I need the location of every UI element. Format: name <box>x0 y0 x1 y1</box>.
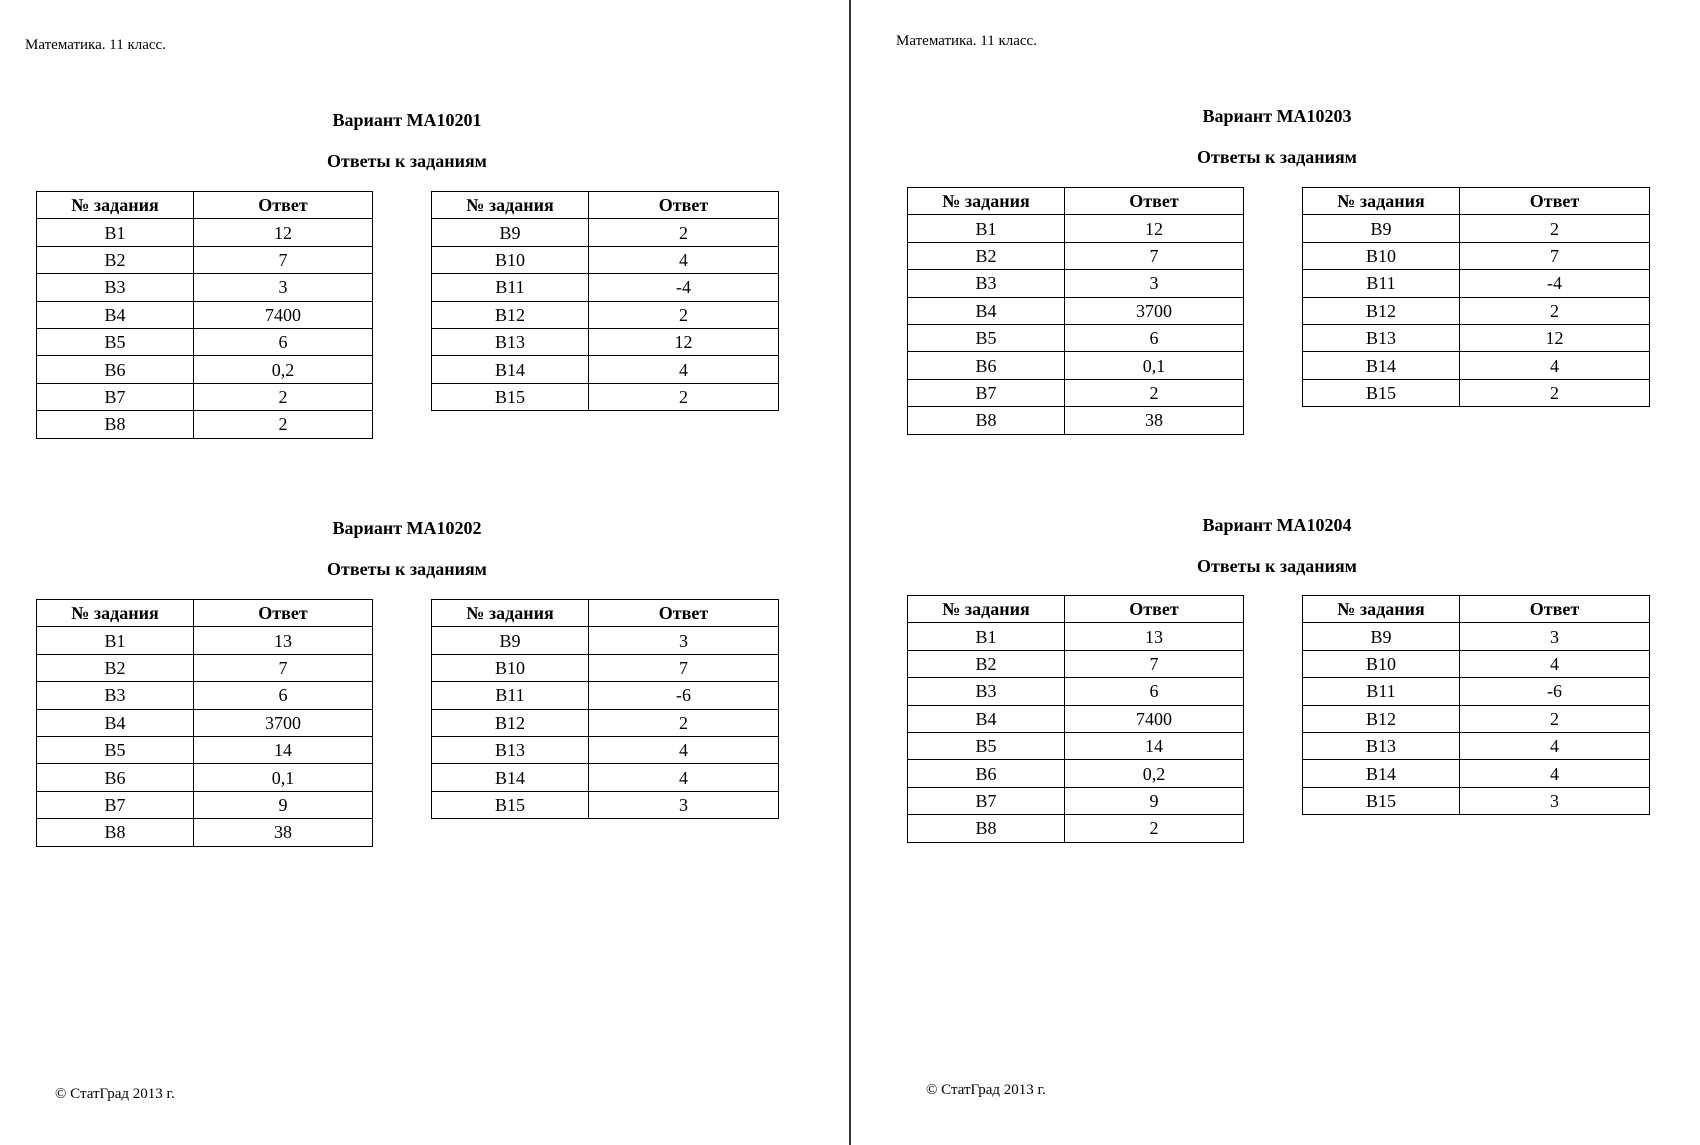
table-row <box>908 215 1244 242</box>
table-row <box>37 356 373 383</box>
variant-title: Вариант МА10201 <box>332 110 482 130</box>
answer-cell: 3 <box>1460 623 1650 650</box>
task-number-cell: B6 <box>37 356 194 383</box>
answer-cell: 7400 <box>1065 705 1244 732</box>
task-number-cell: B10 <box>432 654 589 681</box>
variant-title: Вариант МА10202 <box>332 518 482 538</box>
answer-cell: 3 <box>1065 270 1244 297</box>
task-number-cell: B12 <box>432 301 589 328</box>
answer-cell: 12 <box>1065 215 1244 242</box>
column-header-task: № задания <box>1303 596 1460 623</box>
table-row <box>908 242 1244 269</box>
page-right <box>851 0 1700 1145</box>
task-number-cell: B13 <box>1303 324 1460 351</box>
variant-title: Вариант МА10203 <box>1202 106 1352 126</box>
answer-cell: 7 <box>194 654 373 681</box>
task-number-cell: B10 <box>1303 650 1460 677</box>
answer-cell: 9 <box>194 791 373 818</box>
table-row <box>908 270 1244 297</box>
table-row <box>432 709 779 736</box>
task-number-cell: B15 <box>432 383 589 410</box>
answer-cell: 2 <box>1460 379 1650 406</box>
answer-cell: 12 <box>194 219 373 246</box>
task-number-cell: B9 <box>1303 215 1460 242</box>
task-number-cell: B14 <box>432 356 589 383</box>
answer-cell: 0,1 <box>194 764 373 791</box>
table-row <box>432 764 779 791</box>
task-number-cell: B4 <box>908 297 1065 324</box>
table-row <box>37 627 373 654</box>
answers-table-right <box>1302 187 1650 407</box>
table-row <box>37 654 373 681</box>
table-row <box>1303 324 1650 351</box>
task-number-cell: B8 <box>37 819 194 846</box>
answer-cell: 4 <box>1460 352 1650 379</box>
table-row <box>432 654 779 681</box>
table-row <box>432 356 779 383</box>
task-number-cell: B8 <box>37 411 194 438</box>
table-row <box>432 736 779 763</box>
answer-cell: 4 <box>589 356 779 383</box>
task-number-cell: B5 <box>37 736 194 763</box>
answer-cell: 3 <box>589 627 779 654</box>
task-number-cell: B2 <box>37 654 194 681</box>
task-number-cell: B11 <box>1303 678 1460 705</box>
answer-cell: 4 <box>1460 732 1650 759</box>
table-row <box>1303 297 1650 324</box>
table-row <box>1303 760 1650 787</box>
answer-cell: 2 <box>589 301 779 328</box>
answer-cell: 2 <box>589 219 779 246</box>
table-row <box>432 682 779 709</box>
task-number-cell: B11 <box>432 682 589 709</box>
column-header-answer: Ответ <box>194 600 373 627</box>
answer-cell: 7 <box>1065 242 1244 269</box>
task-number-cell: B6 <box>908 352 1065 379</box>
answer-cell: 2 <box>589 383 779 410</box>
task-number-cell: B13 <box>432 328 589 355</box>
answers-table-right <box>1302 595 1650 815</box>
answer-cell: 6 <box>1065 324 1244 351</box>
answer-cell: 3 <box>1460 787 1650 814</box>
answer-cell: 2 <box>194 411 373 438</box>
task-number-cell: B5 <box>908 324 1065 351</box>
table-row <box>37 219 373 246</box>
answer-cell: -6 <box>1460 678 1650 705</box>
page-footer: © СтатГрад 2013 г. <box>55 1086 175 1102</box>
answer-cell: -6 <box>589 682 779 709</box>
table-row <box>37 274 373 301</box>
task-number-cell: B7 <box>37 791 194 818</box>
table-row <box>37 791 373 818</box>
answer-cell: 3700 <box>1065 297 1244 324</box>
answer-cell: 2 <box>589 709 779 736</box>
task-number-cell: B7 <box>908 787 1065 814</box>
task-number-cell: B3 <box>37 274 194 301</box>
column-header-task: № задания <box>37 192 194 219</box>
answer-cell: 6 <box>194 328 373 355</box>
column-header-task: № задания <box>432 192 589 219</box>
column-header-answer: Ответ <box>1460 596 1650 623</box>
table-row <box>908 407 1244 434</box>
answer-cell: 7 <box>1065 650 1244 677</box>
task-number-cell: B7 <box>37 383 194 410</box>
table-row <box>37 764 373 791</box>
table-row <box>908 760 1244 787</box>
answer-cell: 7 <box>589 654 779 681</box>
task-number-cell: B9 <box>1303 623 1460 650</box>
task-number-cell: B15 <box>1303 787 1460 814</box>
answer-cell: 4 <box>589 736 779 763</box>
task-number-cell: B12 <box>432 709 589 736</box>
task-number-cell: B14 <box>1303 760 1460 787</box>
answer-cell: 2 <box>1460 705 1650 732</box>
answer-cell: 13 <box>1065 623 1244 650</box>
task-number-cell: B11 <box>1303 270 1460 297</box>
variant-subtitle: Ответы к заданиям <box>327 559 487 579</box>
column-header-task: № задания <box>1303 188 1460 215</box>
answer-cell: 6 <box>194 682 373 709</box>
table-row <box>1303 650 1650 677</box>
table-row <box>37 682 373 709</box>
answer-cell: 2 <box>1460 215 1650 242</box>
column-header-answer: Ответ <box>1065 596 1244 623</box>
answer-cell: 7 <box>1460 242 1650 269</box>
answer-cell: 13 <box>194 627 373 654</box>
page-header: Математика. 11 класс. <box>896 33 1037 49</box>
table-row <box>908 815 1244 842</box>
answer-cell: 38 <box>194 819 373 846</box>
column-header-answer: Ответ <box>194 192 373 219</box>
answer-cell: 0,2 <box>1065 760 1244 787</box>
answers-table-left <box>907 187 1244 435</box>
task-number-cell: B6 <box>908 760 1065 787</box>
table-row <box>432 383 779 410</box>
table-row <box>1303 787 1650 814</box>
answer-cell: 6 <box>1065 678 1244 705</box>
task-number-cell: B5 <box>37 328 194 355</box>
table-row <box>908 705 1244 732</box>
task-number-cell: B7 <box>908 379 1065 406</box>
column-header-task: № задания <box>908 596 1065 623</box>
table-row <box>37 411 373 438</box>
page-footer: © СтатГрад 2013 г. <box>926 1082 1046 1098</box>
table-row <box>908 297 1244 324</box>
answer-cell: 4 <box>589 246 779 273</box>
variant-subtitle: Ответы к заданиям <box>1197 556 1357 576</box>
table-row <box>1303 379 1650 406</box>
answer-cell: 0,2 <box>194 356 373 383</box>
task-number-cell: B8 <box>908 407 1065 434</box>
task-number-cell: B11 <box>432 274 589 301</box>
task-number-cell: B12 <box>1303 705 1460 732</box>
table-row <box>908 732 1244 759</box>
column-header-answer: Ответ <box>1065 188 1244 215</box>
table-row <box>432 627 779 654</box>
task-number-cell: B3 <box>908 678 1065 705</box>
table-row <box>37 736 373 763</box>
column-header-task: № задания <box>37 600 194 627</box>
table-row <box>908 650 1244 677</box>
answers-table-right <box>431 599 779 819</box>
answer-cell: 14 <box>1065 732 1244 759</box>
task-number-cell: B15 <box>1303 379 1460 406</box>
answer-cell: -4 <box>589 274 779 301</box>
variant-title: Вариант МА10204 <box>1202 515 1352 535</box>
task-number-cell: B14 <box>1303 352 1460 379</box>
answer-cell: 4 <box>1460 650 1650 677</box>
column-header-task: № задания <box>908 188 1065 215</box>
table-row <box>1303 270 1650 297</box>
table-row <box>908 623 1244 650</box>
table-row <box>1303 678 1650 705</box>
table-row <box>1303 215 1650 242</box>
table-row <box>908 678 1244 705</box>
task-number-cell: B14 <box>432 764 589 791</box>
answer-cell: 14 <box>194 736 373 763</box>
task-number-cell: B9 <box>432 219 589 246</box>
page-header: Математика. 11 класс. <box>25 37 166 53</box>
table-row <box>37 383 373 410</box>
column-header-answer: Ответ <box>589 600 779 627</box>
table-row <box>908 787 1244 814</box>
task-number-cell: B4 <box>908 705 1065 732</box>
column-header-answer: Ответ <box>1460 188 1650 215</box>
answer-cell: 2 <box>194 383 373 410</box>
task-number-cell: B1 <box>37 219 194 246</box>
task-number-cell: B12 <box>1303 297 1460 324</box>
task-number-cell: B10 <box>1303 242 1460 269</box>
table-row <box>432 274 779 301</box>
answer-cell: 9 <box>1065 787 1244 814</box>
answer-cell: 3700 <box>194 709 373 736</box>
table-row <box>908 379 1244 406</box>
answer-cell: 12 <box>1460 324 1650 351</box>
variant-subtitle: Ответы к заданиям <box>1197 147 1357 167</box>
table-row <box>432 301 779 328</box>
task-number-cell: B1 <box>37 627 194 654</box>
task-number-cell: B1 <box>908 215 1065 242</box>
task-number-cell: B2 <box>37 246 194 273</box>
task-number-cell: B13 <box>432 736 589 763</box>
column-header-task: № задания <box>432 600 589 627</box>
table-row <box>37 819 373 846</box>
table-row <box>1303 352 1650 379</box>
answers-table-left <box>907 595 1244 843</box>
table-row <box>37 709 373 736</box>
answer-cell: 4 <box>1460 760 1650 787</box>
answer-cell: 12 <box>589 328 779 355</box>
answer-cell: 2 <box>1065 815 1244 842</box>
table-row <box>432 246 779 273</box>
answer-cell: 0,1 <box>1065 352 1244 379</box>
table-row <box>432 328 779 355</box>
task-number-cell: B6 <box>37 764 194 791</box>
table-row <box>1303 732 1650 759</box>
answer-cell: 3 <box>194 274 373 301</box>
table-row <box>37 301 373 328</box>
answer-cell: 2 <box>1460 297 1650 324</box>
answer-cell: 2 <box>1065 379 1244 406</box>
task-number-cell: B2 <box>908 650 1065 677</box>
task-number-cell: B13 <box>1303 732 1460 759</box>
table-row <box>908 352 1244 379</box>
table-row <box>1303 623 1650 650</box>
task-number-cell: B4 <box>37 709 194 736</box>
task-number-cell: B2 <box>908 242 1065 269</box>
variant-subtitle: Ответы к заданиям <box>327 151 487 171</box>
task-number-cell: B8 <box>908 815 1065 842</box>
answer-cell: 7400 <box>194 301 373 328</box>
table-row <box>1303 242 1650 269</box>
table-row <box>908 324 1244 351</box>
answer-cell: 3 <box>589 791 779 818</box>
table-row <box>1303 705 1650 732</box>
column-header-answer: Ответ <box>589 192 779 219</box>
task-number-cell: B3 <box>37 682 194 709</box>
task-number-cell: B9 <box>432 627 589 654</box>
table-row <box>432 219 779 246</box>
task-number-cell: B3 <box>908 270 1065 297</box>
task-number-cell: B1 <box>908 623 1065 650</box>
answer-cell: 4 <box>589 764 779 791</box>
answer-cell: -4 <box>1460 270 1650 297</box>
answers-table-left <box>36 599 373 847</box>
task-number-cell: B10 <box>432 246 589 273</box>
task-number-cell: B15 <box>432 791 589 818</box>
answers-table-left <box>36 191 373 439</box>
table-row <box>37 328 373 355</box>
table-row <box>432 791 779 818</box>
task-number-cell: B5 <box>908 732 1065 759</box>
table-row <box>37 246 373 273</box>
task-number-cell: B4 <box>37 301 194 328</box>
answers-table-right <box>431 191 779 411</box>
page-left <box>0 0 849 1145</box>
answer-cell: 7 <box>194 246 373 273</box>
answer-cell: 38 <box>1065 407 1244 434</box>
